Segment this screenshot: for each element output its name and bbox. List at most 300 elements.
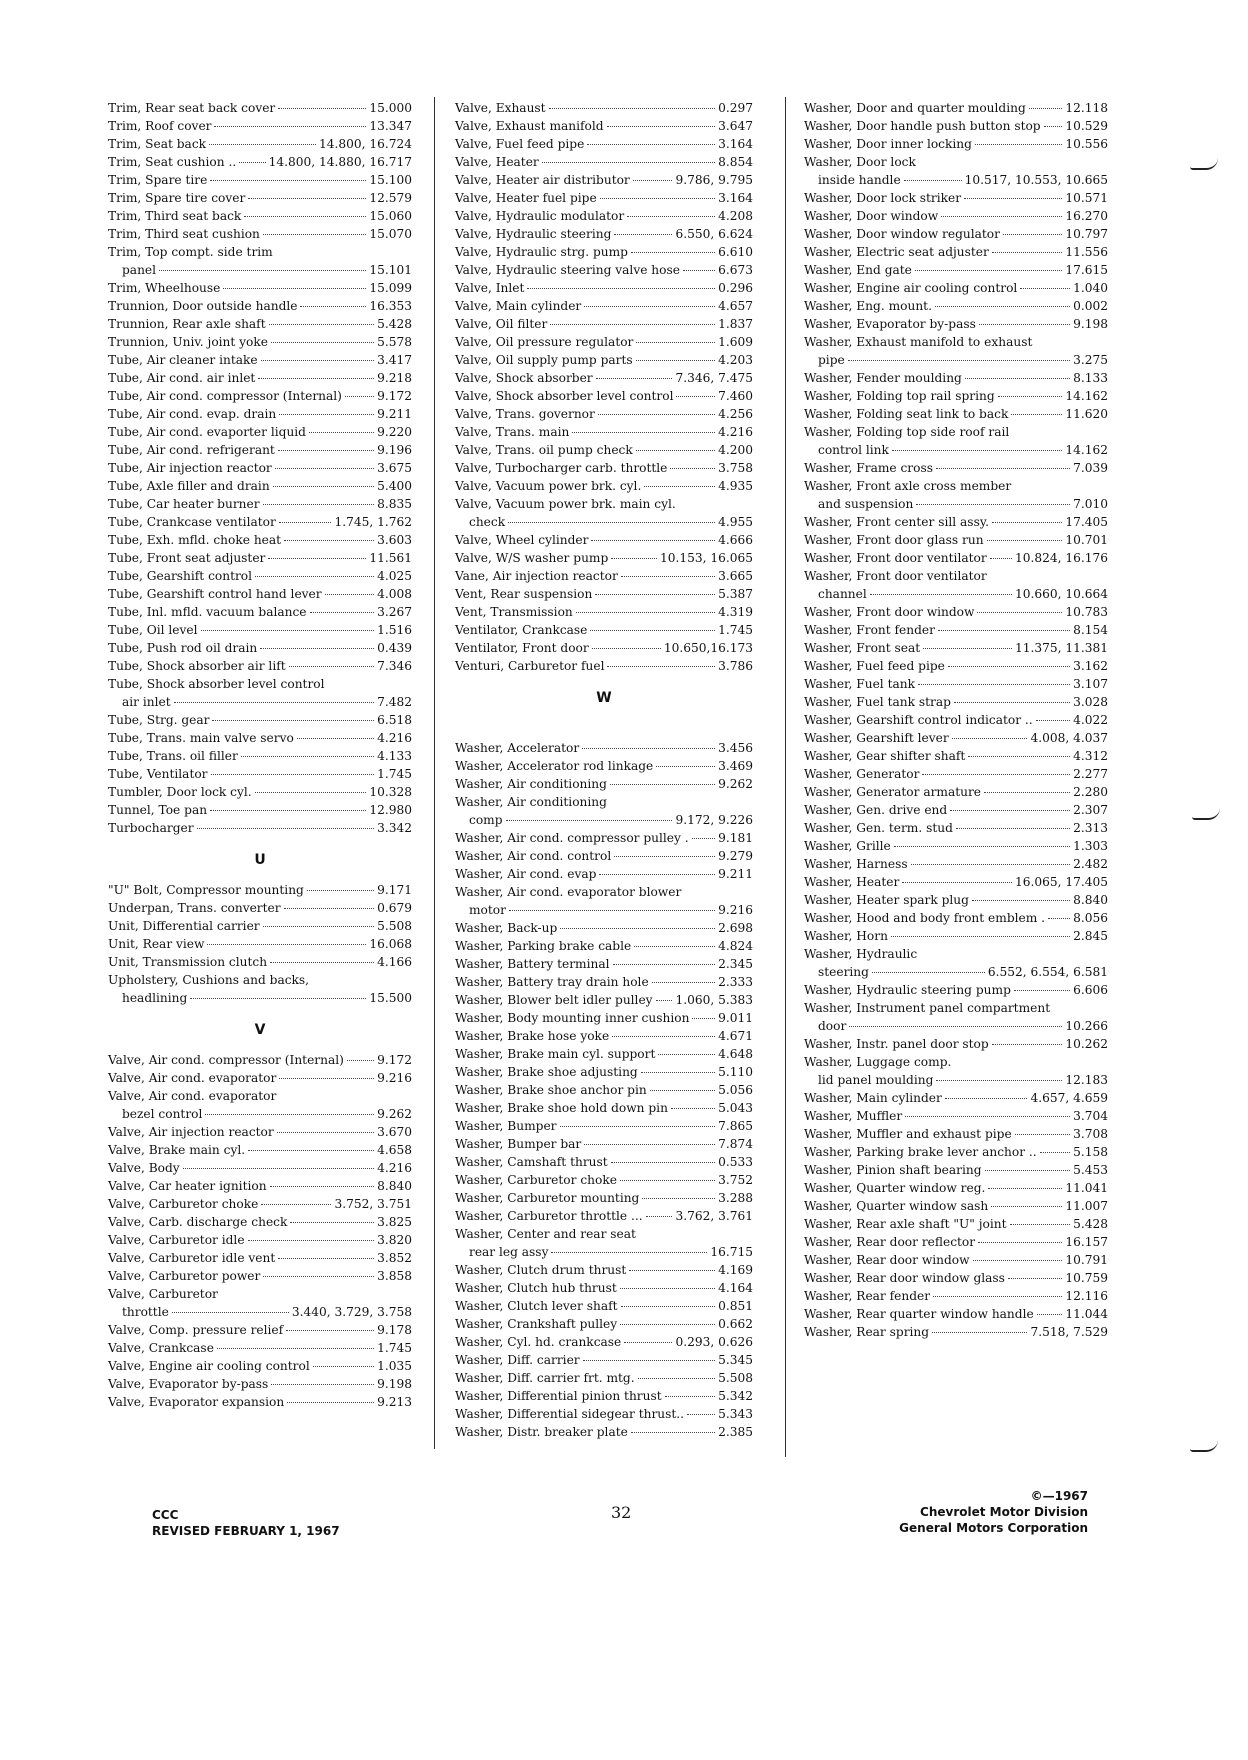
dot-leader [572, 432, 715, 433]
index-entry-heading: Washer, Air cond. evaporator blower [455, 885, 682, 899]
entry-page-reference: 0.293, 0.626 [675, 1335, 753, 1349]
index-entry [455, 603, 753, 621]
entry-label: rear leg assy [469, 1245, 549, 1259]
entry-page-reference: 11.044 [1065, 1307, 1108, 1321]
dot-leader [975, 144, 1062, 145]
index-entry [804, 1107, 1108, 1125]
entry-page-reference: 3.858 [377, 1269, 412, 1283]
index-entry-heading: Washer, Exhaust manifold to exhaust [804, 335, 1033, 349]
entry-page-reference: 0.296 [718, 281, 753, 295]
index-entry [804, 1269, 1108, 1287]
entry-label: Washer, Parking brake cable [455, 939, 632, 953]
entry-page-reference: 7.039 [1073, 461, 1108, 475]
index-entry [455, 423, 753, 441]
index-entry [804, 549, 1108, 567]
entry-page-reference: 16.065, 17.405 [1014, 875, 1108, 889]
entry-page-reference: 1.516 [377, 623, 412, 637]
dot-leader [848, 360, 1070, 361]
index-entry [108, 333, 412, 351]
entry-page-reference: 5.387 [718, 587, 753, 601]
entry-label: Valve, Exhaust [455, 101, 546, 115]
entry-page-reference: 3.267 [377, 605, 412, 619]
index-entry-continuation [108, 1303, 412, 1321]
index-entry [455, 1189, 753, 1207]
entry-label: Washer, Heater [804, 875, 900, 889]
dot-leader [923, 648, 1012, 649]
dot-leader [223, 288, 366, 289]
entry-label: Trim, Spare tire cover [108, 191, 246, 205]
index-entry [804, 207, 1108, 225]
index-entry [455, 1423, 753, 1441]
index-entry [108, 441, 412, 459]
entry-page-reference: 0.533 [718, 1155, 753, 1169]
entry-label: Tube, Gearshift control hand lever [108, 587, 322, 601]
index-entry [455, 739, 753, 757]
dot-leader [1040, 1152, 1070, 1153]
index-entry-continuation [804, 1071, 1108, 1089]
index-entry [804, 927, 1108, 945]
entry-label: Washer, Differential pinion thrust [455, 1389, 662, 1403]
dot-leader [263, 504, 375, 505]
entry-page-reference: 2.307 [1073, 803, 1108, 817]
index-entry [108, 99, 412, 117]
dot-leader [607, 666, 715, 667]
index-entry [455, 1387, 753, 1405]
entry-page-reference: 5.508 [718, 1371, 753, 1385]
entry-page-reference: 4.935 [718, 479, 753, 493]
index-entry-continuation [804, 585, 1108, 603]
entry-page-reference: 9.786, 9.795 [675, 173, 753, 187]
entry-label: Washer, Frame cross [804, 461, 933, 475]
section-letter-heading: U [254, 852, 266, 868]
entry-label: Valve, Oil pressure regulator [455, 335, 634, 349]
dot-leader [263, 1276, 374, 1277]
dot-leader [584, 1144, 715, 1145]
entry-page-reference: 15.099 [369, 281, 412, 295]
entry-label: Washer, Generator armature [804, 785, 982, 799]
dot-leader [273, 486, 374, 487]
entry-page-reference: 3.469 [718, 759, 753, 773]
index-entry [108, 729, 412, 747]
entry-page-reference: 14.800, 16.724 [318, 137, 412, 151]
index-entry [804, 657, 1108, 675]
index-entry [455, 441, 753, 459]
dot-leader [279, 522, 332, 523]
entry-label: Washer, Cyl. hd. crankcase [455, 1335, 622, 1349]
dot-leader [1010, 1224, 1071, 1225]
dot-leader [241, 756, 374, 757]
entry-label: Valve, Car heater ignition [108, 1179, 267, 1193]
index-entry [455, 1045, 753, 1063]
entry-label: Valve, Evaporator expansion [108, 1395, 285, 1409]
entry-page-reference: 3.162 [1073, 659, 1108, 673]
entry-label: Washer, Gearshift lever [804, 731, 949, 745]
entry-page-reference: 9.220 [377, 425, 412, 439]
dot-leader [214, 126, 366, 127]
index-entry-continuation [804, 495, 1108, 513]
entry-label: Tube, Air cond. refrigerant [108, 443, 275, 457]
index-entry-heading: Washer, Front door ventilator [804, 569, 987, 583]
entry-page-reference: 3.107 [1073, 677, 1108, 691]
entry-label: Valve, Turbocharger carb. throttle [455, 461, 668, 475]
entry-label: Underpan, Trans. converter [108, 901, 281, 915]
dot-leader [255, 792, 367, 793]
index-entry [804, 603, 1108, 621]
dot-leader [584, 306, 715, 307]
dot-leader [610, 784, 715, 785]
index-entry-continuation [804, 171, 1108, 189]
entry-page-reference: 15.070 [369, 227, 412, 241]
entry-page-reference: 7.346, 7.475 [675, 371, 753, 385]
index-entry [804, 459, 1108, 477]
entry-page-reference: 10.556 [1065, 137, 1108, 151]
dot-leader [258, 378, 374, 379]
entry-label: Valve, Crankcase [108, 1341, 214, 1355]
index-entry-continuation [455, 811, 753, 829]
entry-label: Tunnel, Toe pan [108, 803, 208, 817]
entry-page-reference: 9.198 [1073, 317, 1108, 331]
dot-leader [987, 540, 1063, 541]
entry-page-reference: 11.041 [1065, 1181, 1108, 1195]
index-entry [455, 135, 753, 153]
index-entry [804, 729, 1108, 747]
entry-page-reference: 9.196 [377, 443, 412, 457]
dot-leader [506, 820, 673, 821]
entry-page-reference: 5.508 [377, 919, 412, 933]
dot-leader [977, 612, 1062, 613]
dot-leader [671, 1108, 715, 1109]
entry-page-reference: 4.671 [718, 1029, 753, 1043]
entry-label: Valve, Hydraulic modulator [455, 209, 625, 223]
entry-page-reference: 4.200 [718, 443, 753, 457]
dot-leader [583, 1360, 716, 1361]
index-entry [108, 1123, 412, 1141]
entry-label: headlining [122, 991, 188, 1005]
dot-leader [271, 342, 374, 343]
dot-leader [527, 288, 715, 289]
entry-label: Washer, Heater spark plug [804, 893, 969, 907]
entry-label: Washer, Clutch lever shaft [455, 1299, 618, 1313]
entry-label: Washer, Gen. drive end [804, 803, 948, 817]
index-entry [455, 585, 753, 603]
entry-label: Tube, Inl. mfld. vacuum balance [108, 605, 307, 619]
entry-page-reference: 8.854 [718, 155, 753, 169]
index-entry [108, 477, 412, 495]
entry-label: Washer, Body mounting inner cushion [455, 1011, 690, 1025]
entry-label: Washer, Blower belt idler pulley [455, 993, 653, 1007]
index-entry [804, 1251, 1108, 1269]
index-entry [455, 829, 753, 847]
index-entry-heading: Washer, Center and rear seat [455, 1227, 636, 1241]
entry-page-reference: 6.606 [1073, 983, 1108, 997]
dot-leader [644, 486, 715, 487]
entry-label: Washer, Camshaft thrust [455, 1155, 608, 1169]
entry-label: Washer, Fender moulding [804, 371, 962, 385]
entry-label: Washer, Fuel feed pipe [804, 659, 945, 673]
dot-leader [650, 1090, 715, 1091]
dot-leader [248, 1240, 375, 1241]
index-entry-heading: Tube, Shock absorber level control [108, 677, 325, 691]
index-entry [108, 531, 412, 549]
entry-page-reference: 3.342 [377, 821, 412, 835]
entry-label: Washer, Generator [804, 767, 920, 781]
entry-page-reference: 10.759 [1065, 1271, 1108, 1285]
dot-leader [624, 1342, 672, 1343]
entry-label: Trim, Wheelhouse [108, 281, 221, 295]
entry-label: "U" Bolt, Compressor mounting [108, 883, 304, 897]
entry-label: Washer, Door handle push button stop [804, 119, 1041, 133]
dot-leader [209, 144, 316, 145]
entry-label: Vent, Transmission [455, 605, 573, 619]
entry-label: Washer, Air cond. control [455, 849, 612, 863]
dot-leader [636, 360, 715, 361]
entry-label: Valve, Oil filter [455, 317, 548, 331]
index-entry [804, 1233, 1108, 1251]
index-entry-heading: Washer, Hydraulic [804, 947, 918, 961]
binding-mark-1 [1190, 158, 1218, 170]
entry-page-reference: 16.353 [369, 299, 412, 313]
entry-page-reference: 2.345 [718, 957, 753, 971]
entry-page-reference: 11.620 [1065, 407, 1108, 421]
entry-page-reference: 8.835 [377, 497, 412, 511]
dot-leader [1036, 720, 1070, 721]
entry-label: Valve, Heater air distributor [455, 173, 630, 187]
entry-label: Washer, Fuel tank strap [804, 695, 951, 709]
dot-leader [918, 684, 1070, 685]
dot-leader [508, 522, 715, 523]
entry-page-reference: 1.035 [377, 1359, 412, 1373]
dot-leader [300, 306, 366, 307]
entry-label: Washer, Parking brake lever anchor .. [804, 1145, 1037, 1159]
dot-leader [998, 396, 1063, 397]
index-entry-continuation [455, 901, 753, 919]
dot-leader [1003, 234, 1062, 235]
dot-leader [973, 1260, 1063, 1261]
index-entry [108, 459, 412, 477]
column-divider-right [785, 97, 786, 1457]
entry-page-reference: 7.010 [1073, 497, 1108, 511]
entry-page-reference: 6.673 [718, 263, 753, 277]
entry-label: Valve, Carb. discharge check [108, 1215, 288, 1229]
entry-label: Washer, Door inner locking [804, 137, 972, 151]
dot-leader [905, 1116, 1070, 1117]
entry-label: Washer, Gear shifter shaft [804, 749, 966, 763]
index-entry [804, 1323, 1108, 1341]
entry-label: Washer, Front seat [804, 641, 921, 655]
index-entry [455, 567, 753, 585]
binding-mark-3 [1190, 1440, 1218, 1452]
index-entry [108, 621, 412, 639]
dot-leader [509, 910, 715, 911]
entry-label: Washer, Quarter window sash [804, 1199, 989, 1213]
entry-page-reference: 1.040 [1073, 281, 1108, 295]
index-entry [804, 675, 1108, 693]
index-entry-continuation [108, 261, 412, 279]
entry-label: Vent, Rear suspension [455, 587, 593, 601]
dot-leader [263, 234, 366, 235]
dot-leader [244, 216, 366, 217]
entry-page-reference: 4.256 [718, 407, 753, 421]
index-entry [455, 207, 753, 225]
entry-label: Washer, Carburetor throttle ... [455, 1209, 643, 1223]
entry-page-reference: 4.169 [718, 1263, 753, 1277]
entry-label: Washer, Carburetor choke [455, 1173, 617, 1187]
index-entry [108, 881, 412, 899]
entry-page-reference: 3.708 [1073, 1127, 1108, 1141]
entry-page-reference: 8.056 [1073, 911, 1108, 925]
index-entry [108, 423, 412, 441]
entry-page-reference: 5.343 [718, 1407, 753, 1421]
entry-label: Washer, Muffler and exhaust pipe [804, 1127, 1012, 1141]
entry-page-reference: 15.101 [369, 263, 412, 277]
entry-label: comp [469, 813, 503, 827]
index-entry-continuation [804, 1017, 1108, 1035]
entry-label: Washer, Door lock striker [804, 191, 962, 205]
entry-page-reference: 10.328 [369, 785, 412, 799]
index-entry [108, 1195, 412, 1213]
dot-leader [582, 748, 715, 749]
index-entry [108, 1141, 412, 1159]
entry-label: Turbocharger [108, 821, 194, 835]
entry-page-reference: 7.865 [718, 1119, 753, 1133]
index-entry [455, 297, 753, 315]
entry-label: Trunnion, Univ. joint yoke [108, 335, 268, 349]
entry-page-reference: 12.118 [1065, 101, 1108, 115]
entry-label: Trim, Roof cover [108, 119, 212, 133]
footer-division: Chevrolet Motor Division [920, 1505, 1088, 1519]
dot-leader [284, 908, 375, 909]
index-entry [108, 513, 412, 531]
entry-label: Washer, Battery terminal [455, 957, 610, 971]
index-entry [455, 243, 753, 261]
dot-leader [590, 630, 715, 631]
index-entry [455, 1009, 753, 1027]
entry-label: Tube, Trans. main valve servo [108, 731, 294, 745]
entry-page-reference: 4.166 [377, 955, 412, 969]
index-entry [108, 1357, 412, 1375]
entry-label: Valve, Air cond. evaporator [108, 1071, 277, 1085]
entry-page-reference: 3.647 [718, 119, 753, 133]
entry-label: Valve, Hydraulic steering [455, 227, 612, 241]
entry-page-reference: 4.666 [718, 533, 753, 547]
entry-label: Washer, Fuel tank [804, 677, 915, 691]
entry-page-reference: 3.752, 3.751 [334, 1197, 412, 1211]
entry-page-reference: 3.758 [718, 461, 753, 475]
entry-label: Washer, Gearshift control indicator .. [804, 713, 1033, 727]
dot-leader [613, 964, 716, 965]
index-entry-continuation [804, 963, 1108, 981]
entry-page-reference: 4.216 [377, 1161, 412, 1175]
entry-label: bezel control [122, 1107, 203, 1121]
entry-page-reference: 16.715 [710, 1245, 753, 1259]
entry-label: Washer, Grille [804, 839, 891, 853]
dot-leader [261, 360, 374, 361]
entry-label: Tube, Car heater burner [108, 497, 260, 511]
index-entry-heading: Upholstery, Cushions and backs, [108, 973, 310, 987]
dot-leader [985, 1170, 1071, 1171]
dot-leader [277, 1132, 374, 1133]
entry-page-reference: 7.874 [718, 1137, 753, 1151]
dot-leader [210, 810, 366, 811]
entry-page-reference: 1.060, 5.383 [675, 993, 753, 1007]
entry-label: Venturi, Carburetor fuel [455, 659, 605, 673]
dot-leader [591, 540, 715, 541]
entry-page-reference: 0.439 [377, 641, 412, 655]
entry-page-reference: 5.158 [1073, 1145, 1108, 1159]
entry-page-reference: 15.500 [369, 991, 412, 1005]
dot-leader [652, 982, 715, 983]
index-entry [108, 585, 412, 603]
dot-leader [260, 648, 374, 649]
entry-label: Trim, Spare tire [108, 173, 208, 187]
entry-label: Tube, Gearshift control [108, 569, 253, 583]
dot-leader [965, 378, 1070, 379]
index-entry [108, 387, 412, 405]
entry-label: Washer, Air cond. compressor pulley . [455, 831, 689, 845]
entry-label: Tube, Front seat adjuster [108, 551, 266, 565]
entry-label: Washer, Engine air cooling control [804, 281, 1018, 295]
dot-leader [620, 1288, 715, 1289]
entry-label: Washer, Brake hose yoke [455, 1029, 610, 1043]
dot-leader [631, 252, 715, 253]
dot-leader [936, 1080, 1062, 1081]
dot-leader [239, 162, 265, 163]
index-entry [108, 1069, 412, 1087]
entry-label: Washer, Harness [804, 857, 908, 871]
dot-leader [620, 1324, 715, 1325]
entry-page-reference: 3.028 [1073, 695, 1108, 709]
entry-page-reference: 3.417 [377, 353, 412, 367]
index-entry [455, 919, 753, 937]
dot-leader [270, 1186, 375, 1187]
entry-label: Trim, Seat cushion .. [108, 155, 237, 169]
index-entry [804, 279, 1108, 297]
index-entry [108, 1393, 412, 1411]
entry-label: Tube, Air injection reactor [108, 461, 272, 475]
entry-label: Washer, Accelerator rod linkage [455, 759, 654, 773]
entry-label: Trunnion, Door outside handle [108, 299, 298, 313]
index-entry [108, 297, 412, 315]
index-entry [804, 117, 1108, 135]
index-entry [455, 369, 753, 387]
index-entry [108, 801, 412, 819]
column-divider-left [434, 97, 435, 1449]
entry-label: Washer, Air cond. evap [455, 867, 597, 881]
entry-label: Washer, Door and quarter moulding [804, 101, 1026, 115]
entry-page-reference: 3.288 [718, 1191, 753, 1205]
entry-label: Washer, Brake shoe anchor pin [455, 1083, 647, 1097]
index-entry [108, 953, 412, 971]
dot-leader [904, 180, 962, 181]
dot-leader [278, 108, 366, 109]
dot-leader [978, 1242, 1062, 1243]
index-entry [804, 1143, 1108, 1161]
index-entry [804, 1125, 1108, 1143]
index-entry [455, 1135, 753, 1153]
entry-label: Valve, Carburetor power [108, 1269, 261, 1283]
entry-page-reference: 3.762, 3.761 [675, 1209, 753, 1223]
entry-label: Valve, Exhaust manifold [455, 119, 604, 133]
entry-label: Valve, Engine air cooling control [108, 1359, 310, 1373]
index-entry-heading: Washer, Luggage comp. [804, 1055, 952, 1069]
dot-leader [290, 1222, 374, 1223]
entry-label: check [469, 515, 506, 529]
entry-label: inside handle [818, 173, 901, 187]
entry-label: Tube, Exh. mfld. choke heat [108, 533, 282, 547]
index-entry [804, 1197, 1108, 1215]
entry-page-reference: 1.745 [377, 1341, 412, 1355]
entry-label: Tube, Trans. oil filler [108, 749, 238, 763]
